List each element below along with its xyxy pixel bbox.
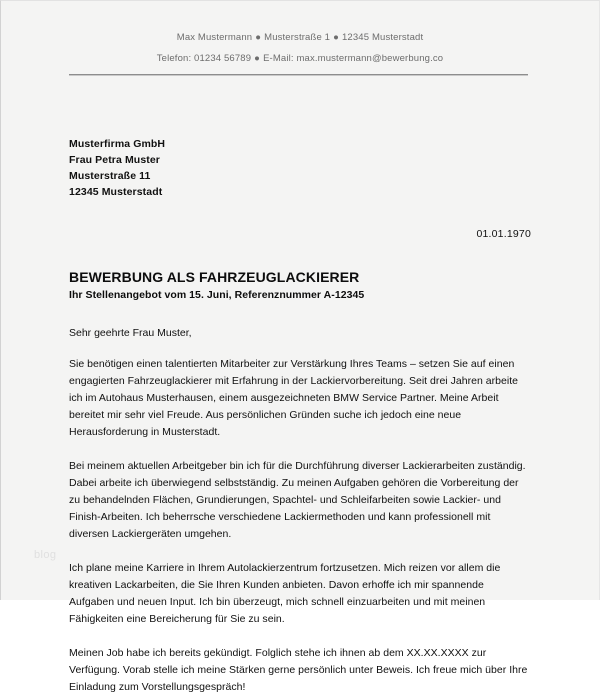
recipient-person: Frau Petra Muster <box>69 153 160 166</box>
sender-email: E-Mail: max.mustermann@bewerbung.co <box>263 53 444 65</box>
body-paragraph-4: Meinen Job habe ich bereits gekündigt. Folglich stehe ich ihnen ab dem XX.XX.XXXX zur Verfügung. Vorab stelle ich meine Stärken gerne persönlich unter Beweis. Ich freue mich über Ihre Einladung zum Vorstellungsgespräch! <box>69 646 528 693</box>
sender-name: Max Mustermann <box>176 32 253 43</box>
body-paragraph-2: Bei meinem aktuellen Arbeitgeber bin ich für die Durchführung diverser Lackierarbeiten zuständig. Dabei arbeite ich überwiegend selbstständig. Zu meinen Aufgaben gehören die Vorbereitung der zu behandelnden Flächen, Grundierungen, Spachtel- und Schleifarbeiten sowie Lackier- und Finish-Arbeiten. Ich beherrsche verschiedene Lackiermethoden und kann professionell mit diversen Lackiergeräten umgehen. <box>69 459 526 540</box>
salutation: Sehr geehrte Frau Muster, <box>69 326 192 339</box>
recipient-company: Musterfirma GmbH <box>69 138 166 150</box>
recipient-city: 12345 Musterstadt <box>69 185 163 198</box>
letter-body <box>69 137 531 696</box>
subject-headline: BEWERBUNG ALS FAHRZEUGLACKIERER <box>69 268 360 285</box>
letterhead-divider <box>69 74 528 76</box>
subject-reference: Ihr Stellenangebot vom 15. Juni, Referenznummer A-12345 <box>69 288 365 301</box>
subject-block <box>69 269 531 301</box>
body-paragraph-3: Ich plane meine Karriere in Ihrem Autolackierzentrum fortzusetzen. Mich reizen vor allem die kreativen Lackarbeiten, die Sie Ihren Kunden anbieten. Davon erhoffe ich mir spannende Aufgaben und neuen Input. Ich bin überzeugt, mich schnell einzuarbeiten und mit meinen Fähigkeiten eine Bereicherung für Sie zu sein. <box>69 561 501 625</box>
blog-watermark: blog <box>34 549 57 561</box>
sender-address-line <box>1 31 599 44</box>
separator-dot-icon: ● <box>255 32 262 43</box>
sender-phone: Telefon: 01234 56789 <box>156 53 252 65</box>
sender-contact-line <box>1 52 599 65</box>
recipient-street: Musterstraße 11 <box>69 169 151 182</box>
sender-city: 12345 Musterstadt <box>342 32 424 43</box>
letterhead <box>1 1 599 66</box>
sender-street: Musterstraße 1 <box>264 32 331 43</box>
separator-dot-icon: ● <box>333 32 339 43</box>
letter-date: 01.01.1970 <box>476 227 531 240</box>
recipient-address-block <box>69 137 531 201</box>
separator-dot-icon: ● <box>254 53 261 65</box>
body-paragraph-1: Sie benötigen einen talentierten Mitarbeiter zur Verstärkung Ihres Teams – setzen Sie auf einen engagierten Fahrzeuglackierer mit Erfahrung in der Lackiervorbereitung. Seit drei Jahren arbeite ich im Autohaus Musterhausen, einem ausgezeichneten BMW Service Partner. Meine Arbeit bereitet mir sehr viel Freude. Aus persönlichen Gründen suche ich jedoch eine neue Herausforderung in Musterstadt. <box>69 357 518 438</box>
